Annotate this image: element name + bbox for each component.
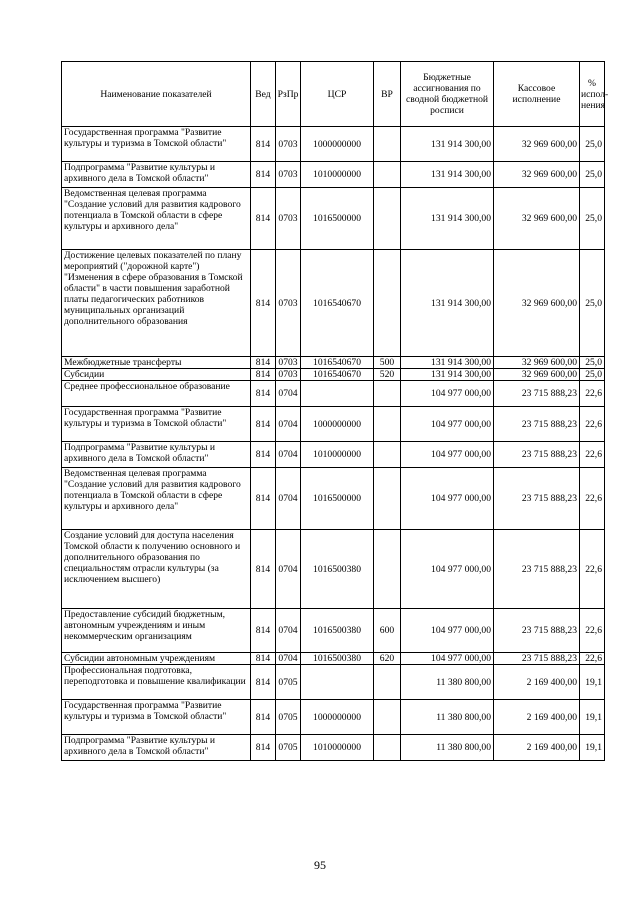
cell-csr: 1016500000 bbox=[301, 468, 374, 530]
cell-rzpr: 0705 bbox=[276, 665, 301, 700]
cell-budget: 131 914 300,00 bbox=[401, 127, 494, 162]
table-row bbox=[62, 609, 605, 653]
cell-cash: 32 969 600,00 bbox=[494, 357, 580, 369]
table-body bbox=[62, 127, 605, 761]
cell-vr: 500 bbox=[374, 357, 401, 369]
cell-name: Профессиональная подготовка, переподготовка и повышение квалификации bbox=[62, 665, 251, 700]
table-row bbox=[62, 381, 605, 407]
cell-name: Создание условий для доступа населения Томской области к получению основного и дополнительного образования по специальностям отрасли культуры (за исключением высшего) bbox=[62, 530, 251, 609]
page-number: 95 bbox=[314, 858, 326, 872]
cell-csr: 1010000000 bbox=[301, 735, 374, 761]
header-budget: Бюджетные ассигнования по сводной бюджетной росписи bbox=[401, 62, 494, 127]
cell-csr: 1016540670 bbox=[301, 250, 374, 357]
cell-cash: 23 715 888,23 bbox=[494, 530, 580, 609]
cell-budget: 11 380 800,00 bbox=[401, 665, 494, 700]
cell-name: Государственная программа "Развитие культуры и туризма в Томской области" bbox=[62, 407, 251, 442]
table-row bbox=[62, 468, 605, 530]
cell-budget: 104 977 000,00 bbox=[401, 407, 494, 442]
cell-csr bbox=[301, 381, 374, 407]
cell-cash: 32 969 600,00 bbox=[494, 369, 580, 381]
cell-rzpr: 0704 bbox=[276, 381, 301, 407]
cell-rzpr: 0705 bbox=[276, 735, 301, 761]
cell-rzpr: 0703 bbox=[276, 127, 301, 162]
cell-rzpr: 0703 bbox=[276, 369, 301, 381]
cell-percent: 25,0 bbox=[580, 357, 605, 369]
cell-cash: 23 715 888,23 bbox=[494, 653, 580, 665]
cell-budget: 131 914 300,00 bbox=[401, 250, 494, 357]
cell-rzpr: 0703 bbox=[276, 162, 301, 188]
cell-rzpr: 0703 bbox=[276, 357, 301, 369]
cell-rzpr: 0705 bbox=[276, 700, 301, 735]
cell-csr: 1010000000 bbox=[301, 162, 374, 188]
cell-cash: 32 969 600,00 bbox=[494, 127, 580, 162]
cell-cash: 2 169 400,00 bbox=[494, 735, 580, 761]
cell-vr bbox=[374, 162, 401, 188]
cell-cash: 23 715 888,23 bbox=[494, 442, 580, 468]
header-row bbox=[62, 62, 605, 127]
cell-vr bbox=[374, 468, 401, 530]
cell-vr bbox=[374, 735, 401, 761]
cell-budget: 104 977 000,00 bbox=[401, 381, 494, 407]
cell-ved: 814 bbox=[251, 735, 276, 761]
table-row bbox=[62, 407, 605, 442]
cell-ved: 814 bbox=[251, 381, 276, 407]
cell-ved: 814 bbox=[251, 468, 276, 530]
cell-rzpr: 0704 bbox=[276, 407, 301, 442]
table-row bbox=[62, 530, 605, 609]
cell-percent: 22,6 bbox=[580, 530, 605, 609]
cell-budget: 104 977 000,00 bbox=[401, 468, 494, 530]
cell-budget: 131 914 300,00 bbox=[401, 188, 494, 250]
cell-percent: 19,1 bbox=[580, 735, 605, 761]
cell-ved: 814 bbox=[251, 653, 276, 665]
cell-cash: 23 715 888,23 bbox=[494, 609, 580, 653]
cell-percent: 19,1 bbox=[580, 665, 605, 700]
budget-table bbox=[61, 61, 609, 761]
cell-vr bbox=[374, 700, 401, 735]
cell-percent: 25,0 bbox=[580, 162, 605, 188]
cell-csr: 1016500380 bbox=[301, 653, 374, 665]
cell-name: Межбюджетные трансферты bbox=[62, 357, 251, 369]
cell-budget: 104 977 000,00 bbox=[401, 653, 494, 665]
cell-name: Ведомственная целевая программа "Создание условий для развития кадрового потенциала в Томской области в сфере культуры и архивного дела" bbox=[62, 468, 251, 530]
cell-vr: 520 bbox=[374, 369, 401, 381]
table-row bbox=[62, 357, 605, 369]
cell-ved: 814 bbox=[251, 609, 276, 653]
table-row bbox=[62, 369, 605, 381]
cell-ved: 814 bbox=[251, 127, 276, 162]
cell-budget: 11 380 800,00 bbox=[401, 735, 494, 761]
cell-rzpr: 0704 bbox=[276, 442, 301, 468]
cell-percent: 25,0 bbox=[580, 127, 605, 162]
header-percent: % испол-нения bbox=[580, 62, 605, 127]
cell-ved: 814 bbox=[251, 162, 276, 188]
cell-cash: 32 969 600,00 bbox=[494, 162, 580, 188]
cell-ved: 814 bbox=[251, 250, 276, 357]
table-row bbox=[62, 653, 605, 665]
cell-ved: 814 bbox=[251, 700, 276, 735]
cell-csr: 1016500380 bbox=[301, 530, 374, 609]
header-ved: Вед bbox=[251, 62, 276, 127]
cell-budget: 11 380 800,00 bbox=[401, 700, 494, 735]
cell-vr bbox=[374, 250, 401, 357]
cell-csr bbox=[301, 665, 374, 700]
cell-ved: 814 bbox=[251, 665, 276, 700]
cell-percent: 22,6 bbox=[580, 609, 605, 653]
cell-percent: 22,6 bbox=[580, 442, 605, 468]
cell-vr: 620 bbox=[374, 653, 401, 665]
cell-name: Государственная программа "Развитие культуры и туризма в Томской области" bbox=[62, 700, 251, 735]
cell-name: Достижение целевых показателей по плану мероприятий ("дорожной карте") "Изменения в сфере образования в Томской области" в части повышения заработной платы педагогических работников муниципальных организаций дополнительного образования bbox=[62, 250, 251, 357]
cell-ved: 814 bbox=[251, 407, 276, 442]
cell-percent: 22,6 bbox=[580, 468, 605, 530]
cell-budget: 131 914 300,00 bbox=[401, 369, 494, 381]
cell-vr bbox=[374, 188, 401, 250]
cell-csr: 1016540670 bbox=[301, 369, 374, 381]
cell-ved: 814 bbox=[251, 530, 276, 609]
cell-name: Субсидии автономным учреждениям bbox=[62, 653, 251, 665]
cell-cash: 23 715 888,23 bbox=[494, 407, 580, 442]
table-row bbox=[62, 442, 605, 468]
cell-name: Среднее профессиональное образование bbox=[62, 381, 251, 407]
table-row bbox=[62, 162, 605, 188]
cell-csr: 1016500380 bbox=[301, 609, 374, 653]
cell-ved: 814 bbox=[251, 442, 276, 468]
header-name: Наименование показателей bbox=[62, 62, 251, 127]
cell-cash: 23 715 888,23 bbox=[494, 381, 580, 407]
table-row bbox=[62, 127, 605, 162]
cell-vr bbox=[374, 665, 401, 700]
cell-csr: 1000000000 bbox=[301, 407, 374, 442]
cell-name: Подпрограмма "Развитие культуры и архивного дела в Томской области" bbox=[62, 162, 251, 188]
cell-percent: 25,0 bbox=[580, 188, 605, 250]
header-vr: ВР bbox=[374, 62, 401, 127]
cell-cash: 2 169 400,00 bbox=[494, 665, 580, 700]
table-row bbox=[62, 188, 605, 250]
cell-percent: 25,0 bbox=[580, 369, 605, 381]
cell-budget: 104 977 000,00 bbox=[401, 609, 494, 653]
cell-vr bbox=[374, 381, 401, 407]
cell-ved: 814 bbox=[251, 357, 276, 369]
table-row bbox=[62, 735, 605, 761]
cell-percent: 22,6 bbox=[580, 381, 605, 407]
cell-name: Подпрограмма "Развитие культуры и архивного дела в Томской области" bbox=[62, 735, 251, 761]
header-rzpr: РзПр bbox=[276, 62, 301, 127]
cell-rzpr: 0704 bbox=[276, 653, 301, 665]
cell-percent: 19,1 bbox=[580, 700, 605, 735]
header-cash: Кассовое исполнение bbox=[494, 62, 580, 127]
table-row bbox=[62, 700, 605, 735]
cell-csr: 1000000000 bbox=[301, 700, 374, 735]
cell-budget: 131 914 300,00 bbox=[401, 357, 494, 369]
cell-name: Субсидии bbox=[62, 369, 251, 381]
cell-csr: 1000000000 bbox=[301, 127, 374, 162]
cell-rzpr: 0703 bbox=[276, 250, 301, 357]
cell-cash: 32 969 600,00 bbox=[494, 250, 580, 357]
cell-vr bbox=[374, 127, 401, 162]
cell-percent: 22,6 bbox=[580, 653, 605, 665]
cell-cash: 32 969 600,00 bbox=[494, 188, 580, 250]
table-row bbox=[62, 250, 605, 357]
cell-cash: 23 715 888,23 bbox=[494, 468, 580, 530]
cell-name: Государственная программа "Развитие культуры и туризма в Томской области" bbox=[62, 127, 251, 162]
cell-rzpr: 0704 bbox=[276, 530, 301, 609]
cell-budget: 104 977 000,00 bbox=[401, 530, 494, 609]
cell-vr bbox=[374, 530, 401, 609]
cell-name: Подпрограмма "Развитие культуры и архивного дела в Томской области" bbox=[62, 442, 251, 468]
cell-ved: 814 bbox=[251, 369, 276, 381]
cell-vr bbox=[374, 407, 401, 442]
table-row bbox=[62, 665, 605, 700]
cell-vr: 600 bbox=[374, 609, 401, 653]
cell-budget: 131 914 300,00 bbox=[401, 162, 494, 188]
cell-csr: 1010000000 bbox=[301, 442, 374, 468]
cell-percent: 25,0 bbox=[580, 250, 605, 357]
cell-vr bbox=[374, 442, 401, 468]
cell-rzpr: 0704 bbox=[276, 468, 301, 530]
cell-rzpr: 0704 bbox=[276, 609, 301, 653]
cell-budget: 104 977 000,00 bbox=[401, 442, 494, 468]
cell-cash: 2 169 400,00 bbox=[494, 700, 580, 735]
cell-percent: 22,6 bbox=[580, 407, 605, 442]
cell-name: Ведомственная целевая программа "Создание условий для развития кадрового потенциала в Томской области в сфере культуры и архивного дела" bbox=[62, 188, 251, 250]
cell-name: Предоставление субсидий бюджетным, автономным учреждениям и иным некоммерческим организациям bbox=[62, 609, 251, 653]
header-csr: ЦСР bbox=[301, 62, 374, 127]
cell-csr: 1016500000 bbox=[301, 188, 374, 250]
cell-rzpr: 0703 bbox=[276, 188, 301, 250]
cell-ved: 814 bbox=[251, 188, 276, 250]
cell-csr: 1016540670 bbox=[301, 357, 374, 369]
